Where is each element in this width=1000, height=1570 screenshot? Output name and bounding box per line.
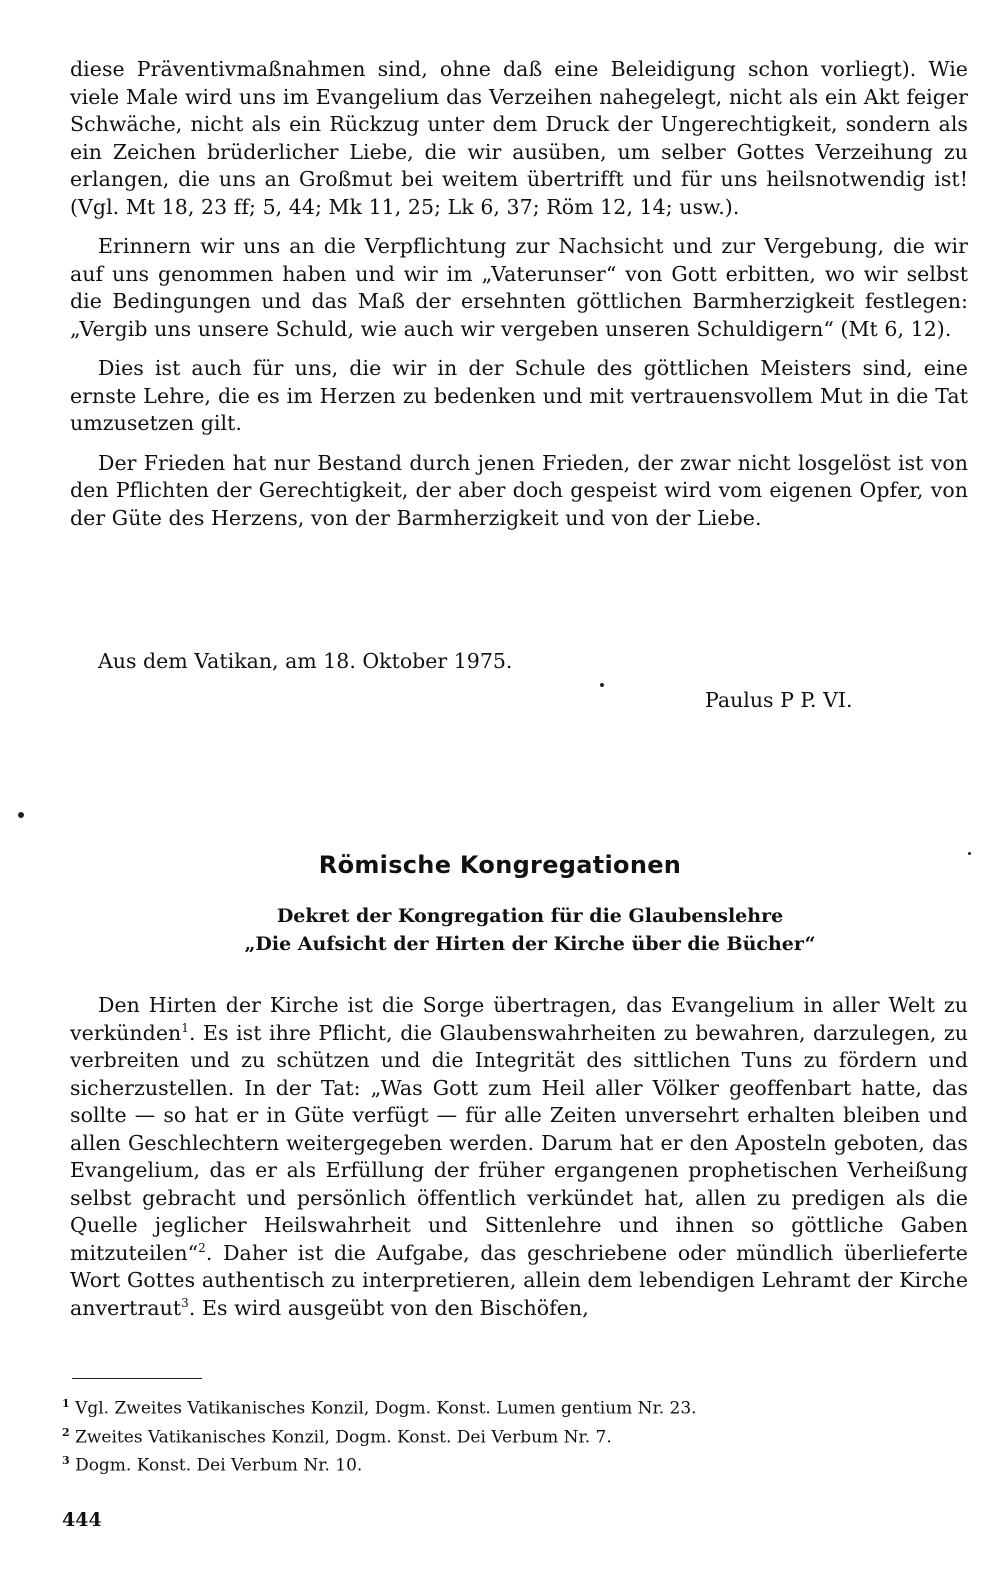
letter-text-block xyxy=(70,56,968,544)
footnote xyxy=(62,1421,962,1450)
decree-text: . Es ist ihre Pflicht, die Glaubenswahrheiten zu bewahren, darzulegen, zu verbreiten und zu schützen und die Integrität des sittlichen Tuns zu fördern und sicherzustellen. In der Tat: „Was Gott zum Heil aller Völker geoffenbart hatte, das sollte — so hat er in Güte verfügt — für alle Zeiten unversehrt erhalten bleiben und allen Geschlechtern weitergegeben werden. Darum hat er den Aposteln geboten, das Evangelium, das er als Erfüllung der früher ergangenen prophetischen Verheißung selbst gebracht und persönlich öffentlich verkündet hat, allen zu predigen als die Quelle jeglicher Heilswahrheit und Sittenlehre und ihnen so göttliche Gaben mitzuteilen“ xyxy=(70,1020,968,1265)
footnote-mark: 3 xyxy=(62,1454,70,1468)
decree-text: . Es wird ausgeübt von den Bischöfen, xyxy=(188,1295,589,1320)
footnote-text: Zweites Vatikanisches Konzil, Dogm. Konst. Dei Verbum Nr. 7. xyxy=(75,1427,612,1448)
footnote-divider xyxy=(72,1378,202,1379)
decree-text-block xyxy=(70,992,968,1334)
section-heading: Römische Kongregationen xyxy=(318,851,682,879)
decree-paragraph xyxy=(70,992,968,1322)
signature: Paulus P P. VI. xyxy=(705,688,853,712)
decree-text: Den Hirten der Kirche ist die Sorge übertragen, das Evangelium in aller Welt zu verkünden xyxy=(70,993,968,1045)
footnote-mark: 1 xyxy=(62,1397,70,1410)
page-number: 444 xyxy=(62,1509,102,1531)
footnotes xyxy=(62,1392,962,1478)
letter-paragraph: diese Präventivmaßnahmen sind, ohne daß eine Beleidigung schon vorliegt). Wie viele Male wird uns im Evangelium das Verzeihen nahegelegt, nicht als ein Akt feiger Schwäche, nicht als ein Rückzug unter dem Druck der Ungerechtigkeit, sondern als ein Zeichen brüderlicher Liebe, die wir ausüben, um selber Gottes Verzeihung zu erlangen, die uns an Großmut bei weitem übertrifft und für uns heilsnotwendig ist! (Vgl. Mt 18, 23 ff; 5, 44; Mk 11, 25; Lk 6, 37; Röm 12, 14; usw.). xyxy=(70,57,968,219)
letter-paragraph: Erinnern wir uns an die Verpflichtung zur Nachsicht und zur Vergebung, die wir auf uns genommen haben und wir im „Vaterunser“ von Gott erbitten, wo wir selbst die Bedingungen und das Maß der ersehnten göttlichen Barmherzigkeit festlegen: „Vergib uns unsere Schuld, wie auch wir vergeben unseren Schuldigern“ (Mt 6, 12). xyxy=(70,234,968,341)
footnote-mark: 2 xyxy=(62,1425,70,1439)
footnote-text: Dogm. Konst. Dei Verbum Nr. 10. xyxy=(75,1455,363,1476)
dateline: Aus dem Vatikan, am 18. Oktober 1975. xyxy=(98,649,513,673)
footnote-ref: 1 xyxy=(181,1020,189,1035)
footnote xyxy=(62,1392,962,1421)
decree-title-line-1: Dekret der Kongregation für die Glaubenslehre xyxy=(276,905,784,927)
print-speck xyxy=(600,683,604,687)
decree-text: . Daher ist die Aufgabe, das geschriebene oder mündlich überlieferte Wort Gottes authentisch zu interpretieren, allein dem lebendigen Lehramt der Kirche anvertraut xyxy=(70,1240,968,1320)
footnote xyxy=(62,1449,962,1478)
footnote-ref: 3 xyxy=(181,1295,189,1310)
footnote-ref: 2 xyxy=(198,1240,206,1255)
print-speck xyxy=(18,812,24,818)
letter-paragraph: Dies ist auch für uns, die wir in der Schule des göttlichen Meisters sind, eine ernste Lehre, die es im Herzen zu bedenken und mit vertrauensvollem Mut in die Tat umzusetzen gilt. xyxy=(70,356,968,435)
footnote-text: Vgl. Zweites Vatikanisches Konzil, Dogm. Konst. Lumen gentium Nr. 23. xyxy=(75,1398,697,1419)
decree-title-line-2: „Die Aufsicht der Hirten der Kirche über die Bücher“ xyxy=(244,933,816,955)
letter-paragraph: Der Frieden hat nur Bestand durch jenen Frieden, der zwar nicht losgelöst ist von den Pflichten der Gerechtigkeit, der aber doch gespeist wird vom eigenen Opfer, von der Güte des Herzens, von der Barmherzigkeit und von der Liebe. xyxy=(70,450,968,530)
